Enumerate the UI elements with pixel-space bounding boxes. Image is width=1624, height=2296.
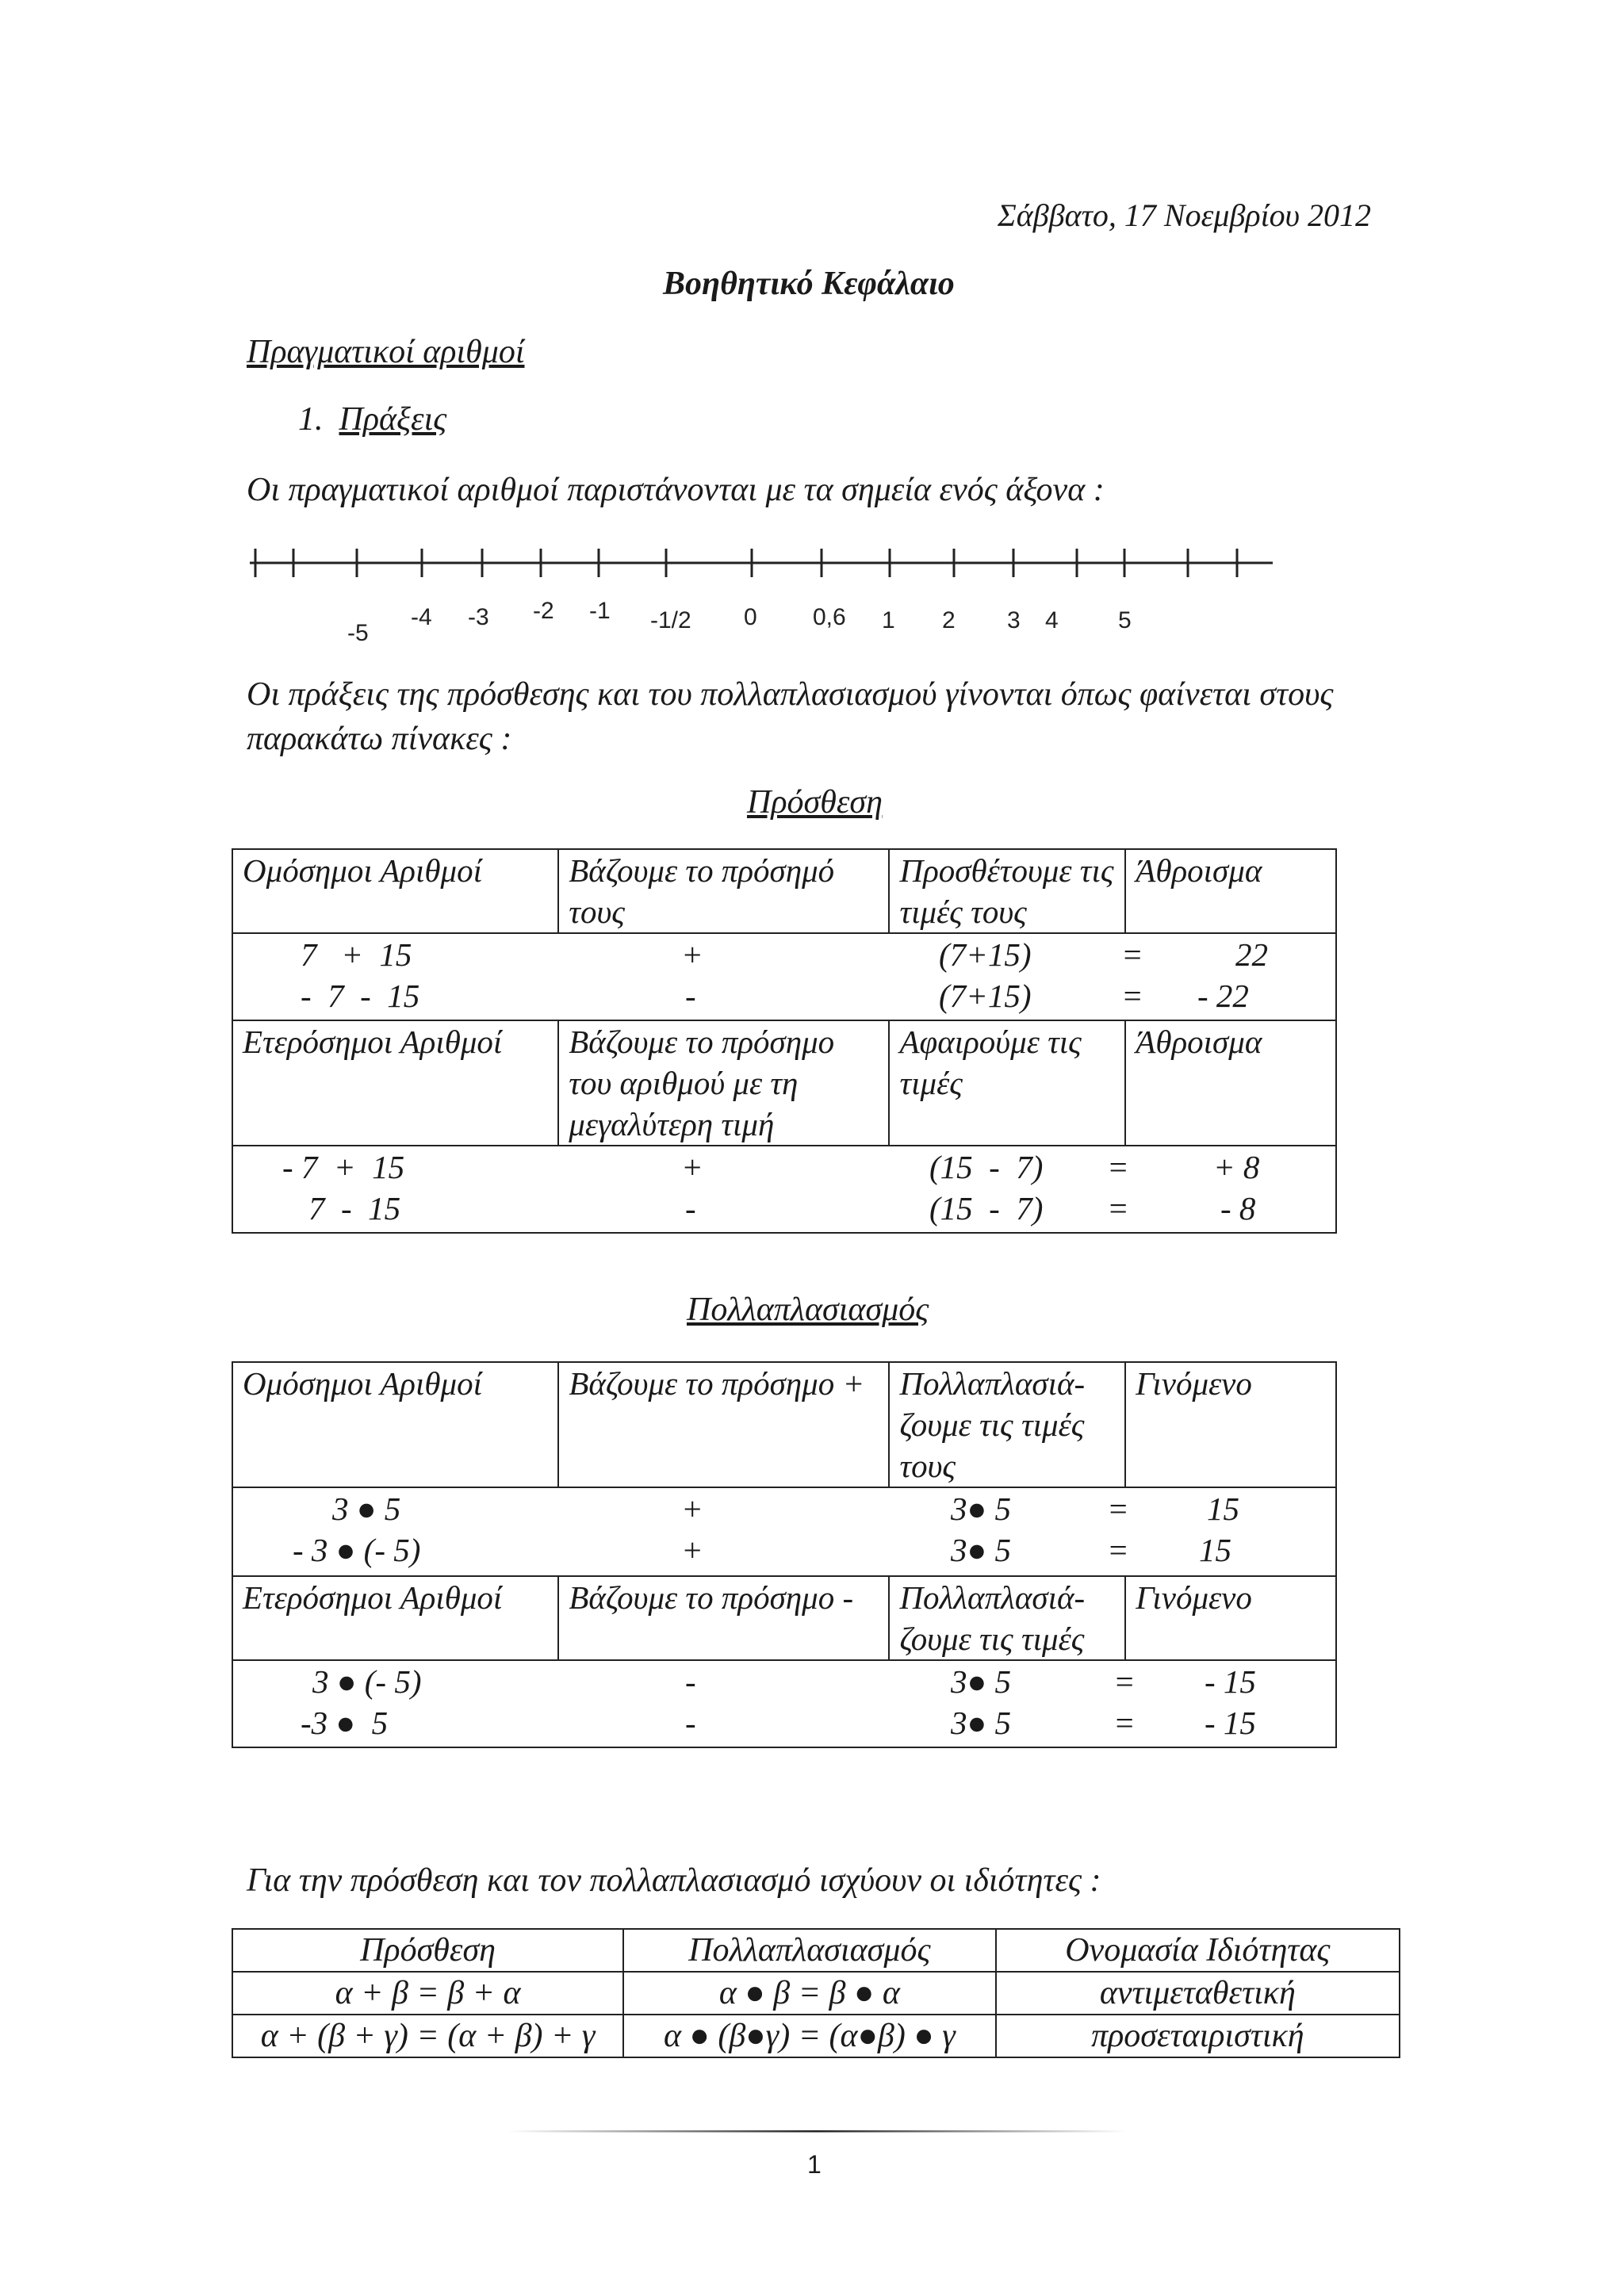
table-row — [233, 1488, 1335, 1529]
result: 22 — [1235, 936, 1268, 973]
number-axis — [238, 539, 1285, 650]
calc: (7+15) — [939, 936, 1032, 973]
axis-label: 2 — [942, 607, 956, 633]
document-date: Σάββατο, 17 Νοεμβρίου 2012 — [998, 197, 1372, 233]
expr: -3 ● 5 — [301, 1705, 389, 1741]
sign: - — [685, 1190, 696, 1226]
axis-label: 0,6 — [813, 604, 846, 630]
table-row — [233, 1702, 1335, 1743]
intro-text: Οι πραγματικοί αριθμοί παριστάνονται με τα σημεία ενός άξονα : — [247, 472, 1105, 508]
eq: = — [1121, 978, 1143, 1014]
section-title: Πραγματικοί αριθμοί — [247, 334, 525, 370]
sign: + — [681, 936, 703, 973]
multiplication-diff-sign-header — [232, 1576, 1336, 1660]
addition-diff-sign-header — [232, 1020, 1336, 1146]
axis-label: -2 — [533, 598, 554, 624]
header-cell: Πολλαπλασιά-ζουμε τις τιμές τους — [889, 1362, 1125, 1487]
header-cell: Άθροισμα — [1125, 1020, 1336, 1146]
axis-label: -4 — [411, 604, 432, 630]
sign: - — [685, 978, 696, 1014]
table-row — [233, 975, 1335, 1016]
result: 15 — [1199, 1532, 1231, 1568]
table-row — [232, 1972, 1400, 2015]
table-row — [233, 1188, 1335, 1229]
eq: = — [1121, 936, 1143, 973]
axis-label: -5 — [347, 620, 369, 646]
calc: 3● 5 — [951, 1532, 1012, 1568]
multiplication-diff-sign-rows — [232, 1660, 1336, 1747]
header-cell: Πρόσθεση — [232, 1929, 623, 1972]
header-cell: Άθροισμα — [1125, 849, 1336, 933]
result: 15 — [1207, 1490, 1239, 1527]
header-cell: Ονομασία Ιδιότητας — [996, 1929, 1400, 1972]
sign: + — [681, 1490, 703, 1527]
property-name: αντιμεταθετική — [996, 1972, 1400, 2015]
expr: 7 - 15 — [308, 1190, 401, 1226]
properties-header-row — [232, 1929, 1400, 1972]
header-cell: Πολλαπλασιασμός — [623, 1929, 996, 1972]
eq: = — [1113, 1705, 1136, 1741]
sign: - — [685, 1663, 696, 1700]
calc: (7+15) — [939, 978, 1032, 1014]
header-cell: Αφαιρούμε τις τιμές — [889, 1020, 1125, 1146]
multiplication-same-sign-rows — [232, 1487, 1336, 1576]
axis-label: 3 — [1007, 607, 1021, 633]
table-row — [233, 1146, 1335, 1188]
table-row — [232, 2015, 1400, 2057]
header-cell: Πολλαπλασιά-ζουμε τις τιμές — [889, 1576, 1125, 1660]
chapter-title: Βοηθητικό Κεφάλαιο — [663, 266, 955, 302]
multiplication-title: Πολλαπλασιασμός — [687, 1292, 929, 1328]
header-cell: Γινόμενο — [1125, 1362, 1336, 1487]
property-name: προσεταιριστική — [996, 2015, 1400, 2057]
expr: - 7 - 15 — [301, 978, 420, 1014]
addition-property: α + (β + γ) = (α + β) + γ — [232, 2015, 623, 2057]
multiplication-table — [232, 1361, 1337, 1748]
axis-label: 0 — [744, 604, 757, 630]
eq: = — [1107, 1190, 1129, 1226]
table-row — [233, 1529, 1335, 1571]
addition-title: Πρόσθεση — [747, 784, 883, 821]
footer-divider — [508, 2129, 1126, 2133]
eq: = — [1113, 1663, 1136, 1700]
addition-diff-sign-rows — [232, 1146, 1336, 1233]
axis-label: 1 — [882, 607, 895, 633]
expr: 3 ● 5 — [332, 1490, 401, 1527]
properties-table — [232, 1928, 1400, 2058]
axis-label: -3 — [468, 604, 489, 630]
sign: - — [685, 1705, 696, 1741]
expr: - 7 + 15 — [282, 1149, 405, 1185]
addition-property: α + β = β + α — [232, 1972, 623, 2015]
result: - 15 — [1205, 1663, 1256, 1700]
axis-label: 5 — [1118, 607, 1132, 633]
axis-label: -1/2 — [650, 607, 691, 633]
calc: 3● 5 — [951, 1705, 1012, 1741]
header-cell: Βάζουμε το πρόσημο - — [558, 1576, 889, 1660]
calc: 3● 5 — [951, 1663, 1012, 1700]
table-row — [233, 934, 1335, 975]
result: - 8 — [1220, 1190, 1256, 1226]
subsection-heading — [298, 400, 446, 438]
calc: 3● 5 — [951, 1490, 1012, 1527]
page-number: 1 — [807, 2150, 822, 2179]
multiplication-property: α ● β = β ● α — [623, 1972, 996, 2015]
axis-label: 4 — [1045, 607, 1059, 633]
header-cell: Ετερόσημοι Αριθμοί — [232, 1576, 558, 1660]
subsection-number: 1. — [298, 401, 324, 438]
operations-text: Οι πράξεις της πρόσθεσης και του πολλαπλασιασμού γίνονται όπως φαίνεται στους παρακάτω πίνακες : — [247, 676, 1334, 757]
sign: + — [681, 1149, 703, 1185]
header-cell: Ετερόσημοι Αριθμοί — [232, 1020, 558, 1146]
header-cell: Ομόσημοι Αριθμοί — [232, 1362, 558, 1487]
calc: (15 - 7) — [929, 1149, 1044, 1185]
header-cell: Ομόσημοι Αριθμοί — [232, 849, 558, 933]
header-cell: Προσθέτουμε τις τιμές τους — [889, 849, 1125, 933]
eq: = — [1107, 1490, 1129, 1527]
sign: + — [681, 1532, 703, 1568]
axis-label: -1 — [589, 598, 611, 624]
multiplication-same-sign-header — [232, 1362, 1336, 1487]
header-cell: Βάζουμε το πρόσημό τους — [558, 849, 889, 933]
expr: 7 + 15 — [301, 936, 412, 973]
result: - 15 — [1205, 1705, 1256, 1741]
subsection-title: Πράξεις — [339, 401, 447, 438]
table-row — [233, 1661, 1335, 1702]
expr: 3 ● (- 5) — [312, 1663, 422, 1700]
header-cell: Βάζουμε το πρόσημο + — [558, 1362, 889, 1487]
header-cell: Βάζουμε το πρόσημο του αριθμού με τη μεγαλύτερη τιμή — [558, 1020, 889, 1146]
expr: - 3 ● (- 5) — [293, 1532, 421, 1568]
addition-table — [232, 848, 1337, 1234]
addition-same-sign-rows — [232, 933, 1336, 1020]
eq: = — [1107, 1532, 1129, 1568]
result: + 8 — [1213, 1149, 1260, 1185]
calc: (15 - 7) — [929, 1190, 1044, 1226]
addition-same-sign-header — [232, 849, 1336, 933]
multiplication-property: α ● (β●γ) = (α●β) ● γ — [623, 2015, 996, 2057]
result: - 22 — [1197, 978, 1249, 1014]
eq: = — [1107, 1149, 1129, 1185]
properties-intro: Για την πρόσθεση και τον πολλαπλασιασμό ισχύουν οι ιδιότητες : — [247, 1862, 1101, 1899]
header-cell: Γινόμενο — [1125, 1576, 1336, 1660]
